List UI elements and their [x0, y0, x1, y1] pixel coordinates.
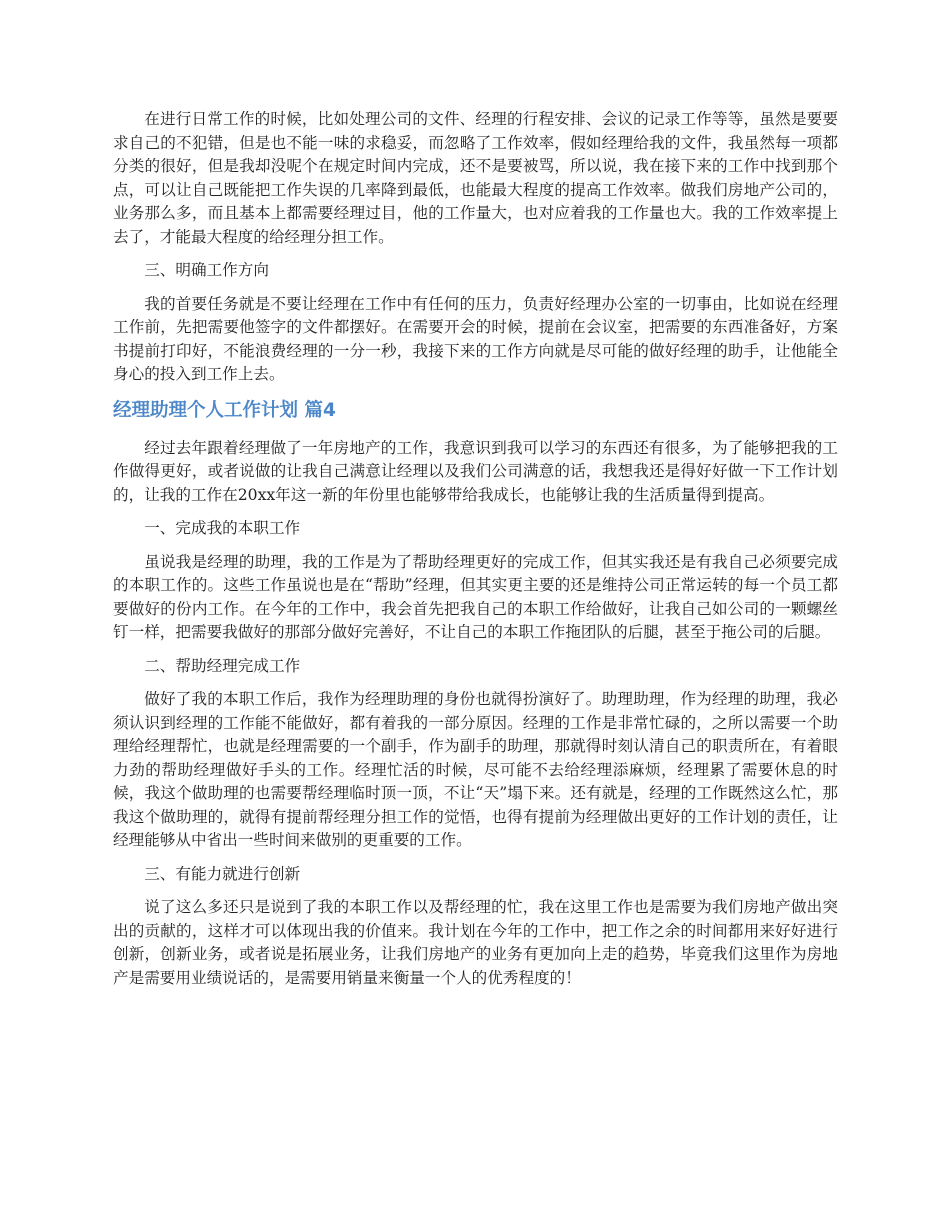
subheading-clear-direction: 三、明确工作方向 [144, 261, 269, 279]
paragraph-own-duties: 虽说我是经理的助理，我的工作是为了帮助经理更好的完成工作，但其实我还是有我自己必须要完成的本职工作的。这些工作虽说也是在“帮助”经理，但其实更主要的还是维持公司正常运转的每一个员工都要做好的份内工作。在今年的工作中，我会首先把我自己的本职工作给做好，让我自己如公司的一颗螺丝钉一样，把需要我做好的那部分做好完善好，不让自己的本职工作拖团队的后腿，甚至于拖公司的后腿。 [113, 552, 838, 641]
document-page [113, 108, 838, 1000]
subheading-help-manager: 二、帮助经理完成工作 [144, 656, 301, 675]
subheading-own-duties: 一、完成我的本职工作 [144, 519, 301, 537]
paragraph-daily-work-efficiency: 在进行日常工作的时候，比如处理公司的文件、经理的行程安排、会议的记录工作等等，虽然是要要求自己的不犯错，但是也不能一味的求稳妥，而忽略了工作效率，假如经理给我的文件，我虽然每一项都分类的很好，但是我却没呢个在规定时间内完成，还不是要被骂，所以说，我在接下来的工作中找到那个点，可以让自己既能把工作失误的几率降到最低，也能最大程度的提高工作效率。做我们房地产公司的，业务那么多，而且基本上都需要经理过目，他的工作量大，也对应着我的工作量也大。我的工作效率提上去了，才能最大程度的给经理分担工作。 [113, 110, 838, 246]
subheading-innovate: 三、有能力就进行创新 [144, 864, 301, 883]
paragraph-innovate: 说了这么多还只是说到了我的本职工作以及帮经理的忙，我在这里工作也是需要为我们房地产做出突出的贡献的，这样才可以体现出我的价值来。我计划在今年的工作中，把工作之余的时间都用来好好进行创新，创新业务，或者说是拓展业务，让我们房地产的业务有更加向上走的趋势，毕竟我们这里作为房地产是需要用业绩说话的，是需要用销量来衡量一个人的优秀程度的！ [113, 898, 838, 987]
paragraph-clear-direction: 我的首要任务就是不要让经理在工作中有任何的压力，负责好经理办公室的一切事由，比如说在经理工作前，先把需要他签字的文件都摆好。在需要开会的时候，提前在会议室，把需要的东西准备好，方案书提前打印好，不能浪费经理的一分一秒，我接下来的工作方向就是尽可能的做好经理的助手，让他能全身心的投入到工作上去。 [113, 294, 838, 383]
section-heading-plan-4: 经理助理个人工作计划 篇4 [113, 399, 336, 421]
paragraph-help-manager: 做好了我的本职工作后，我作为经理助理的身份也就得扮演好了。助理助理，作为经理的助理，我必须认识到经理的工作能不能做好，都有着我的一部分原因。经理的工作是非常忙碌的，之所以需要一个助理给经理帮忙，也就是经理需要的一个副手，作为副手的助理，那就得时刻认清自己的职责所在，有着眼力劲的帮助经理做好手头的工作。经理忙活的时候，尽可能不去给经理添麻烦，经理累了需要休息的时候，我这个做助理的也需要帮经理临时顶一顶，不让“天”塌下来。还有就是，经理的工作既然这么忙，那我这个做助理的，就得有提前帮经理分担工作的觉悟，也得有提前为经理做出更好的工作计划的责任，让经理能够从中省出一些时间来做别的更重要的工作。 [113, 690, 838, 849]
paragraph-plan-4-intro: 经过去年跟着经理做了一年房地产的工作，我意识到我可以学习的东西还有很多，为了能够把我的工作做得更好，或者说做的让我自己满意让经理以及我们公司满意的话，我想我还是得好好做一下工作计划的，让我的工作在20xx年这一新的年份里也能够带给我成长，也能够让我的生活质量得到提高。 [113, 438, 838, 504]
